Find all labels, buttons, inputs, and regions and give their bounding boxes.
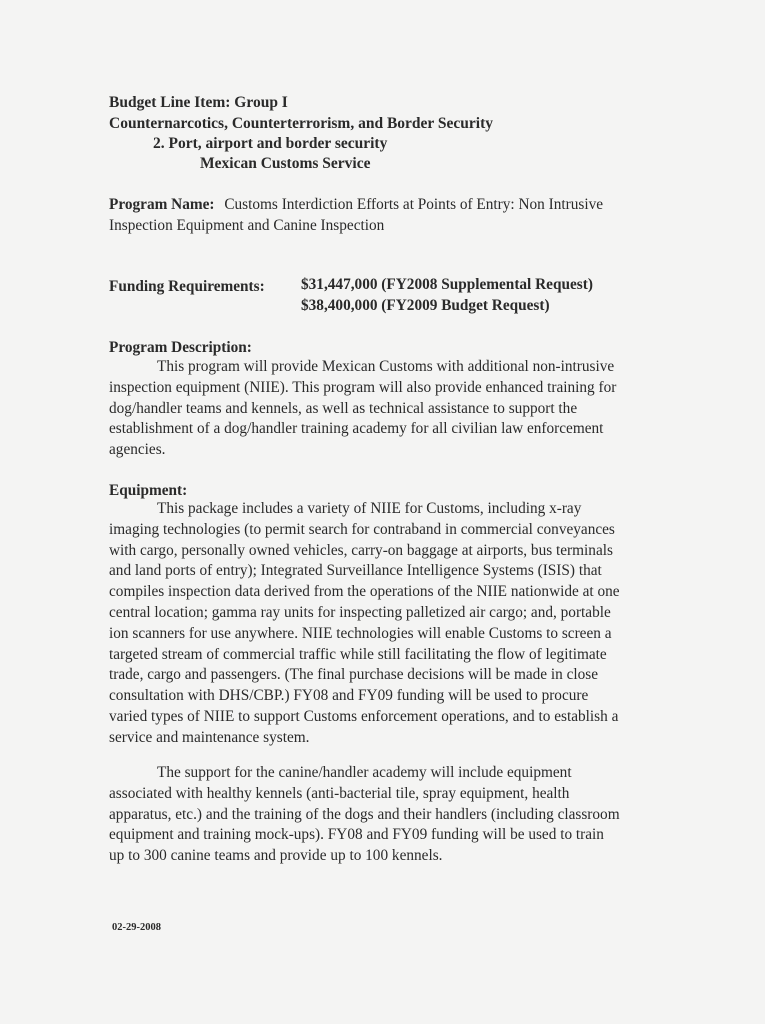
program-name-row [109,194,603,215]
program-description-body: This program will provide Mexican Customs with additional non-intrusive inspection equipment (NIIE). This program will also provide enhanced training for dog/handler teams and kennels, as well as technical assistance to support the establishment of a dog/handler training academy for all civilian law enforcement agencies. [109,358,617,459]
agency-heading: Mexican Customs Service [200,155,371,172]
subcategory-heading: 2. Port, airport and border security [153,135,388,152]
program-name-value-cont: Inspection Equipment and Canine Inspection [109,217,385,234]
program-description-heading: Program Description: [109,339,252,356]
funding-label: Funding Requirements: [109,278,265,295]
program-name-value: Customs Interdiction Efforts at Points of Entry: Non Intrusive [224,196,604,213]
funding-fy2009: $38,400,000 (FY2009 Budget Request) [301,297,550,314]
funding-fy2008: $31,447,000 (FY2008 Supplemental Request) [301,276,593,293]
budget-line-item-heading: Budget Line Item: Group I [109,94,288,111]
equipment-paragraph-1: This package includes a variety of NIIE for Customs, including x-ray imaging technologies (to permit search for contraband in commercial conveyances with cargo, personally owned vehicles, carry-on baggage at airports, bus terminals and land ports of entry); Integrated Surveillance Intelligence Systems (ISIS) that compiles inspection data derived from the operations of the NIIE nationwide at one central location; gamma ray units for inspecting palletized air cargo; and, portable ion scanners for use anywhere. NIIE technologies will enable Customs to screen a targeted stream of commercial traffic while still facilitating the flow of legitimate trade, cargo and passengers. (The final purchase decisions will be made in close consultation with DHS/CBP.) FY08 and FY09 funding will be used to procure varied types of NIIE to support Customs enforcement operations, and to establish a service and maintenance system. [109,500,620,746]
equipment-heading: Equipment: [109,482,188,499]
category-heading: Counternarcotics, Counterterrorism, and Border Security [109,115,493,132]
document-date: 02-29-2008 [112,922,161,933]
equipment-paragraph-2: The support for the canine/handler academy will include equipment associated with healthy kennels (anti-bacterial tile, spray equipment, health apparatus, etc.) and the training of the dogs and their handlers (including classroom equipment and training mock-ups). FY08 and FY09 funding will be used to train up to 300 canine teams and provide up to 100 kennels. [109,764,620,865]
program-name-label: Program Name: [109,196,215,213]
